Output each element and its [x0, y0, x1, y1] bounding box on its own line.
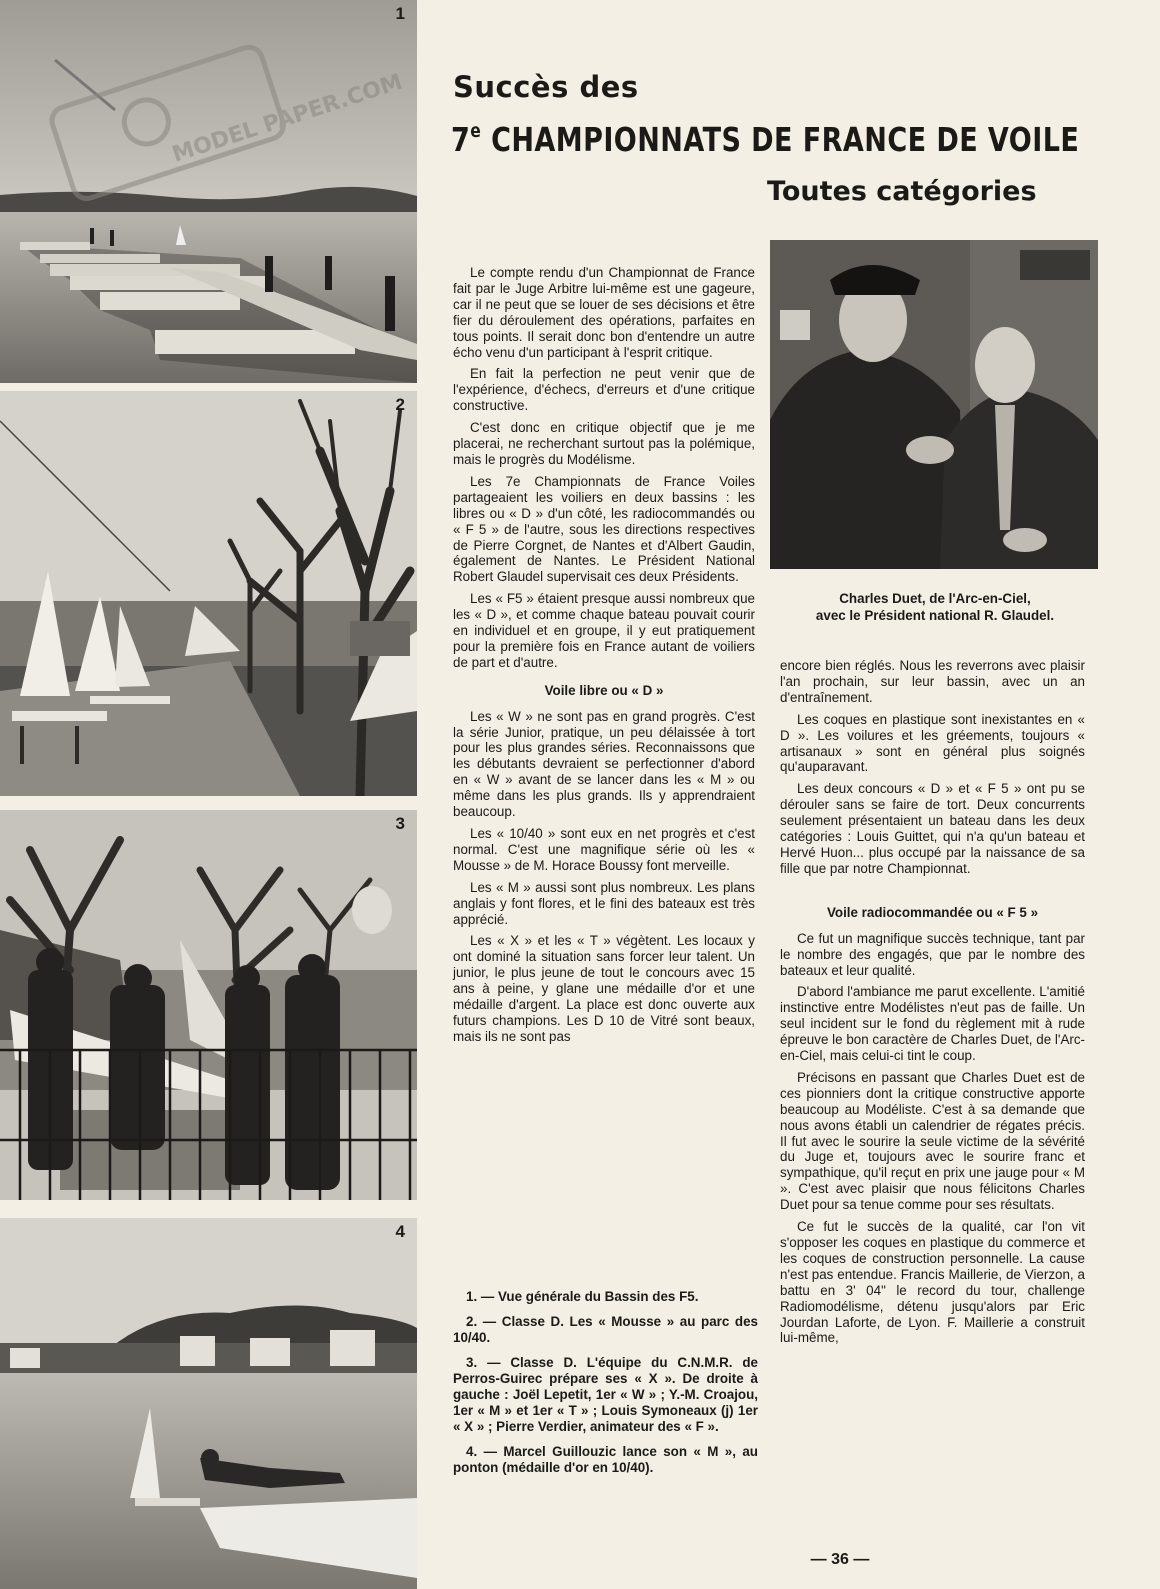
paragraph: Ce fut un magnifique succès technique, tant par le nombre des engagés, que par le nombre des bateaux et leur qualité.: [780, 930, 1085, 978]
paragraph: Les coques en plastique sont inexistantes en « D ». Les voilures et les gréements, toujours « artisanaux » sont en général plus soignés qu'auparavant.: [780, 711, 1085, 775]
section-heading: Voile libre ou « D »: [544, 682, 664, 698]
paragraph: Les « M » aussi sont plus nombreux. Les plans anglais y font flores, et le fini des bateaux est très apprécié.: [453, 879, 755, 927]
caption-line: Charles Duet, de l'Arc-en-Ciel,: [839, 591, 1031, 606]
legend-item: 2. — Classe D. Les « Mousse » au parc des 10/40.: [453, 1314, 758, 1345]
photo-1-pool-view: [0, 0, 417, 383]
headline-line-2: [451, 120, 1080, 159]
photo-1-image: [0, 0, 417, 383]
paragraph: D'abord l'ambiance me parut excellente. L'amitié instinctive entre Modélistes n'eut pas de faille. Un seul incident sur le fond du règlement mit à rude épreuve le bon caractère de Charles Duet, de l'Arc-en-Ciel, mais celui-ci tint le coup.: [780, 984, 1085, 1064]
article-column-2: [780, 658, 1085, 1352]
legend-item: 4. — Marcel Guillouzic lance son « M », au ponton (médaille d'or en 10/40).: [453, 1444, 758, 1475]
photo-number: 3: [395, 814, 405, 833]
page-number-text: — 36 —: [810, 1551, 870, 1568]
svg-text:MODEL PAPER.COM: MODEL PAPER.COM: [169, 69, 406, 168]
photo-number: 2: [395, 395, 405, 414]
legend-item: 1. — Vue générale du Bassin des F5.: [466, 1289, 699, 1304]
photo-3-image: [0, 810, 417, 1200]
headline-ordinal: 7: [451, 120, 471, 159]
headline-ordinal-suffix: e: [470, 120, 482, 142]
paragraph: Les « 10/40 » sont eux en net progrès et c'est normal. C'est une magnifique série où les « Mousse » de M. Horace Boussy font merveille.: [453, 826, 755, 873]
headline-line-3: Toutes catégories: [767, 176, 1037, 207]
paragraph: Ce fut le succès de la qualité, car l'on vit s'opposer les coques en plastique du commerce et les coques de construction personnelle. La cause n'est pas entendue. Francis Maillerie, de Vierzon, a battu en 3' 04" le record du tour, challenge Radiomodélisme, détenu jusqu'alors par Eric Jourdan Laforte, de Lyon. F. Maillerie a construit lui-même,: [780, 1219, 1085, 1346]
paragraph: Le compte rendu d'un Championnat de France fait par le Juge Arbitre lui-même est une gageure, car il ne peut que se louer de ses décisions et être fier du déroulement des opérations, parfaites en tous points. Il serait donc bon d'entendre un autre écho venu d'un participant à l'esprit critique.: [453, 265, 755, 360]
paragraph: encore bien réglés. Nous les reverrons avec plaisir l'an prochain, sur leur bassin, avec un an d'entraînement.: [780, 658, 1085, 705]
paragraph: Les « W » ne sont pas en grand progrès. C'est la série Junior, pratique, un peu délaissée à tort pour les plus grandes séries. Reconnaissons que les débutants devraient se perfectionner d'abord en « W » avant de se lancer dans les « M » ou même dans les plus grands. Ils y apprendraient beaucoup.: [453, 708, 755, 820]
page-number: [0, 1551, 1160, 1569]
section-heading: Voile radiocommandée ou « F 5 »: [826, 904, 1039, 920]
photo-2-image: [0, 391, 417, 796]
legend-item: 3. — Classe D. L'équipe du C.N.M.R. de Perros-Guirec prépare ses « X ». De droite à gauche : Joël Lepetit, 1er « W » ; Y.-M. Croajou, 1er « M » et 1er « T » ; Louis Symoneaux (j) 1er « X » ; Pierre Verdier, animateur des « F ».: [453, 1355, 758, 1434]
portrait-image: [770, 240, 1098, 569]
paragraph: Les 7e Championnats de France Voiles partageaient les voiliers en deux bassins : les libres ou « D » d'un côté, les radiocommandés ou « F 5 » de l'autre, sous les directions respectives de Pierre Corgnet, de Nantes et d'Albert Gaudin, également de Nantes. Le Président National Robert Glaudel supervisait ces deux Présidents.: [453, 473, 755, 585]
paragraph: Les deux concours « D » et « F 5 » ont pu se dérouler sans se faire de tort. Deux concurrents seulement présentaient un bateau dans les deux catégories : Louis Guittet, qui n'a qu'un bateau et Hervé Huon... plus occupé par la naissance de sa fille que par notre Championnat.: [780, 781, 1085, 876]
paragraph: Précisons en passant que Charles Duet est de ces pionniers dont la critique constructive apporte beaucoup au Modéliste. C'est à sa demande que nous avons établi un calendrier de régates précis. Il fut avec le sourire la seule victime de la sévérité du Juge et, toujours avec le sourire franc et sympathique, qu'il reçut en prix une jauge pour « M ». C'est avec plaisir que nous félicitons Charles Duet pour sa tenue comme pour ses résultats.: [780, 1069, 1085, 1213]
photo-number: 1: [395, 4, 405, 23]
photo-2-mousse-boats: [0, 391, 417, 796]
photo-number: 4: [395, 1222, 405, 1241]
paragraph: En fait la perfection ne peut venir que de l'expérience, d'échecs, d'erreurs et d'une critique constructive.: [453, 366, 755, 414]
photo-4-launch-pontoon: [0, 1218, 417, 1589]
photo-legend: [453, 1289, 758, 1485]
caption-line: avec le Président national R. Glaudel.: [815, 607, 1055, 623]
paragraph: Les « F5 » étaient presque aussi nombreux que les « D », et comme chaque bateau pouvait courir en individuel et en groupe, il y eut pratiquement pour la première fois en France autant de voiliers de part et d'autre.: [453, 591, 755, 670]
paragraph: Les « X » et les « T » végètent. Les locaux y ont dominé la situation sans forcer leur talent. Un junior, le plus jeune de tout le concours avec 15 ans à peine, y glane une médaille d'or et une médaille d'argent. La place est donc ouverte aux futurs champions. Les D 10 de Vitré sont beaux, mais ils ne sont pas: [453, 933, 755, 1044]
headline-main: CHAMPIONNATS DE FRANCE DE VOILE: [491, 120, 1080, 159]
photo-3-team-preparing: [0, 810, 417, 1200]
article-column-1: [453, 265, 755, 1051]
portrait-caption: [772, 591, 1098, 624]
paragraph: C'est donc en critique objectif que je me placerai, ne recherchant surtout pas la polémique, mais le progrès du Modélisme.: [453, 420, 755, 467]
headline-line-1: Succès des: [453, 70, 639, 104]
portrait-photo: [770, 240, 1098, 569]
photo-4-image: [0, 1218, 417, 1589]
